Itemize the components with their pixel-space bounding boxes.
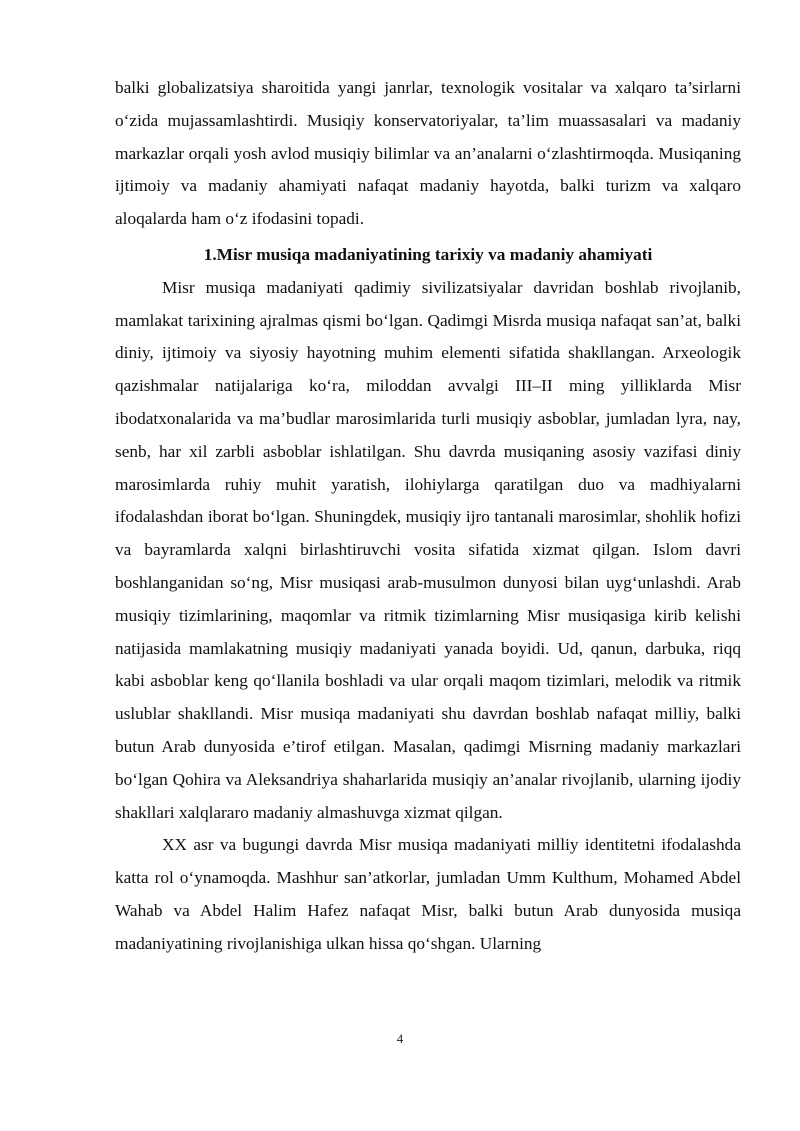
body-paragraph-modern: XX asr va bugungi davrda Misr musiqa madaniyati milliy identitetni ifodalashda katta rol o‘ynamoqda. Mashhur san’atkorlar, jumladan Umm Kulthum, Mohamed Abdel Wahab va Abdel Halim Hafez nafaqat Misr, balki butun Arab dunyosida musiqa madaniyatining rivojlanishiga ulkan hissa qo‘shgan. Ularning <box>115 835 741 953</box>
section-heading: 1.Misr musiqa madaniyatining tarixiy va madaniy ahamiyati <box>203 244 653 264</box>
intro-paragraph: balki globalizatsiya sharoitida yangi janrlar, texnologik vositalar va xalqaro ta’sirlarni o‘zida mujassamlashtirdi. Musiqiy konservatoriyalar, ta’lim muassasalari va madaniy markazlar orqali yosh avlod musiqiy bilimlar va an’analarni o‘zlashtirmoqda. Musiqaning ijtimoiy va madaniy ahamiyati nafaqat madaniy hayotda, balki turizm va xalqaro aloqalarda ham o‘z ifodasini topadi. <box>115 78 741 229</box>
page-number: 4 <box>396 1031 404 1046</box>
body-paragraph-history: Misr musiqa madaniyati qadimiy sivilizatsiyalar davridan boshlab rivojlanib, mamlakat tarixining ajralmas qismi bo‘lgan. Qadimgi Misrda musiqa nafaqat san’at, balki diniy, ijtimoiy va siyosiy hayotning muhim elementi sifatida shakllangan. Arxeologik qazishmalar natijalariga ko‘ra, miloddan avvalgi III–II ming yilliklarda Misr ibodatxonalarida va ma’budlar marosimlarida turli musiqiy asboblar, jumladan lyra, nay, senb, har xil zarbli asboblar ishlatilgan. Shu davrda musiqaning asosiy vazifasi diniy marosimlarda ruhiy muhit yaratish, ilohiylarga qaratilgan duo va madhiyalarni ifodalashdan iborat bo‘lgan. Shuningdek, musiqiy ijro tantanali marosimlar, shohlik hofizi va bayramlarda xalqni birlashtiruvchi vosita sifatida xizmat qilgan. Islom davri boshlanganidan so‘ng, Misr musiqasi arab-musulmon dunyosi bilan uyg‘unlashdi. Arab musiqiy tizimlarining, maqomlar va ritmik tizimlarning Misr musiqasiga kirib kelishi natijasida mamlakatning musiqiy madaniyati yanada boyidi. Ud, qanun, darbuka, riqq kabi asboblar keng qo‘llanila boshladi va ular orqali maqom tizimlari, melodik va ritmik uslublar shakllandi. Misr musiqa madaniyati shu davrdan boshlab nafaqat milliy, balki butun Arab dunyosida e’tirof etilgan. Masalan, qadimgi Misrning madaniy markazlari bo‘lgan Qohira va Aleksandriya shaharlarida musiqiy an’analar rivojlanib, ularning ijodiy shakllari xalqlararo madaniy almashuvga xizmat qilgan. <box>115 277 741 822</box>
page-content <box>115 72 741 961</box>
